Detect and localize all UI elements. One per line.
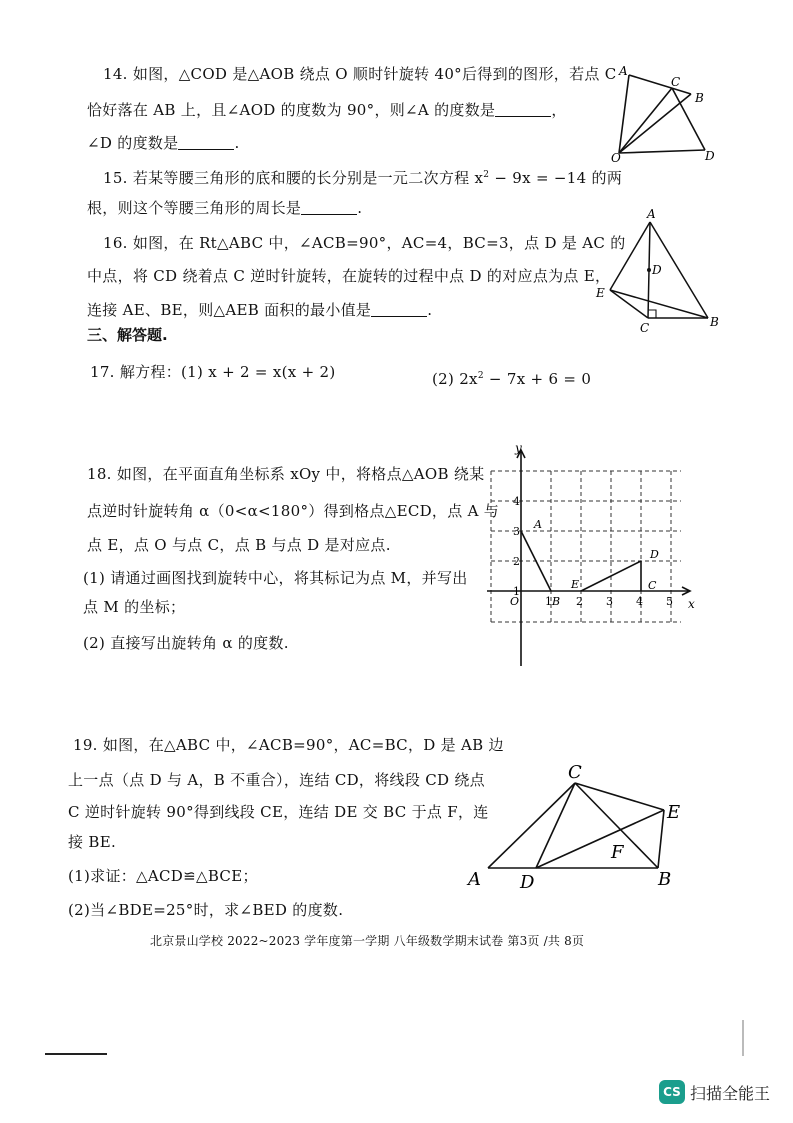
q19-label-a: A bbox=[468, 869, 481, 890]
camscanner-watermark-text: 扫描全能王 bbox=[690, 1083, 771, 1103]
q14-label-b: B bbox=[695, 91, 704, 105]
q18-axis-y-label: y bbox=[515, 441, 522, 455]
q18-grid-lines bbox=[491, 471, 681, 622]
q14-label-d: D bbox=[705, 149, 715, 163]
q18-x-tick-3: 3 bbox=[606, 595, 613, 608]
q18-label-b: B bbox=[552, 595, 561, 608]
q18-line5: 点 M 的坐标； bbox=[83, 598, 186, 616]
q14-answer-blank-a bbox=[495, 102, 551, 117]
q16-answer-blank bbox=[371, 302, 427, 317]
q18-origin-label: O bbox=[510, 595, 520, 608]
q18-label-d: D bbox=[650, 548, 659, 561]
q17-part2-post: − 7x + 6 = 0 bbox=[483, 370, 592, 388]
q18-line6: (2) 直接写出旋转角 α 的度数. bbox=[83, 634, 289, 652]
q16-point-d bbox=[647, 268, 651, 272]
q18-y-tick-3: 3 bbox=[513, 525, 520, 538]
q19-label-c: C bbox=[568, 762, 582, 783]
q14-label-c: C bbox=[671, 75, 681, 89]
q18-x-tick-5: 5 bbox=[666, 595, 673, 608]
q15-line1-post: − 9x = −14 的两 bbox=[489, 169, 623, 187]
q16-label-a: A bbox=[647, 207, 656, 221]
q18-line1: 18. 如图，在平面直角坐标系 xOy 中，将格点△AOB 绕某 bbox=[87, 465, 485, 483]
q15-line1-pre: 15. 若某等腰三角形的底和腰的长分别是一元二次方程 x bbox=[103, 169, 484, 187]
q19-figure bbox=[460, 758, 690, 898]
q14-line3-text: ∠D 的度数是 bbox=[87, 134, 179, 152]
scan-edge-line bbox=[742, 1020, 744, 1056]
q18-triangles bbox=[521, 531, 641, 591]
q14-line2-end: ， bbox=[551, 101, 567, 119]
q18-y-tick-4: 4 bbox=[513, 495, 520, 508]
q18-line4: (1) 请通过画图找到旋转中心，将其标记为点 M，并写出 bbox=[83, 569, 468, 587]
q19-label-e: E bbox=[667, 802, 681, 823]
q18-label-a: A bbox=[534, 518, 542, 531]
q15-line1-sup: 2 bbox=[483, 170, 490, 180]
q19-line3: C 逆时针旋转 90°得到线段 CE，连结 DE 交 BC 于点 F，连 bbox=[68, 803, 489, 821]
q14-line1: 14. 如图，△COD 是△AOB 绕点 O 顺时针旋转 40°后得到的图形，若点 C bbox=[103, 65, 617, 83]
q16-label-e: E bbox=[596, 286, 605, 300]
q18-y-tick-2: 2 bbox=[513, 555, 520, 568]
q14-line3-end: . bbox=[234, 134, 240, 152]
q18-x-tick-1: 1 bbox=[545, 595, 552, 608]
section-heading: 三、解答题. bbox=[87, 326, 168, 344]
q14-figure bbox=[605, 60, 735, 170]
q17-part2-pre: (2) 2x bbox=[432, 370, 478, 388]
camscanner-logo-icon: CS bbox=[659, 1080, 685, 1104]
page-footer: 北京景山学校 2022~2023 学年度第一学期 八年级数学期末试卷 第3页 /共 8页 bbox=[150, 934, 585, 948]
q14-line2 bbox=[87, 100, 567, 120]
q18-coordinate-grid bbox=[485, 438, 700, 670]
q16-label-b: B bbox=[710, 315, 719, 329]
q14-label-o: O bbox=[611, 151, 621, 165]
q18-axis-x-label: x bbox=[688, 597, 695, 611]
q19-line5: (1)求证：△ACD≌△BCE； bbox=[68, 867, 258, 885]
q15-line2-end: . bbox=[357, 199, 363, 217]
camscanner-watermark bbox=[659, 1080, 770, 1104]
q18-x-tick-4: 4 bbox=[636, 595, 643, 608]
q14-answer-blank-d bbox=[178, 135, 234, 150]
q19-label-f: F bbox=[611, 842, 624, 863]
q16-figure bbox=[590, 200, 730, 340]
q14-line2-text: 恰好落在 AB 上，且∠AOD 的度数为 90°，则∠A 的度数是 bbox=[87, 101, 496, 119]
q18-line2: 点逆时针旋转角 α（0<α<180°）得到格点△ECD，点 A 与 bbox=[87, 502, 500, 520]
q16-line3-end: . bbox=[427, 301, 433, 319]
q14-label-a: A bbox=[619, 64, 628, 78]
q19-label-b: B bbox=[658, 869, 672, 890]
q19-line2: 上一点（点 D 与 A，B 不重合），连结 CD，将线段 CD 绕点 bbox=[68, 771, 485, 789]
q19-line4: 接 BE. bbox=[68, 833, 117, 851]
scan-edge-mark bbox=[45, 1053, 107, 1055]
q16-line3-text: 连接 AE、BE，则△AEB 面积的最小值是 bbox=[87, 301, 372, 319]
q16-line2: 中点，将 CD 绕着点 C 逆时针旋转，在旋转的过程中点 D 的对应点为点 E， bbox=[87, 267, 611, 285]
q18-y-tick-1: 1 bbox=[513, 585, 520, 598]
q14-line3 bbox=[87, 133, 240, 153]
q19-line6: (2)当∠BDE=25°时，求∠BED 的度数. bbox=[68, 901, 344, 919]
q15-line2-text: 根，则这个等腰三角形的周长是 bbox=[87, 199, 302, 217]
q18-label-c: C bbox=[648, 579, 657, 592]
q17-part1: 17. 解方程：(1) x + 2 = x(x + 2) bbox=[90, 363, 336, 381]
q18-label-e: E bbox=[571, 578, 580, 591]
q17-part2-sup: 2 bbox=[477, 371, 484, 381]
q16-label-c: C bbox=[640, 321, 650, 335]
q19-label-d: D bbox=[520, 872, 535, 893]
q19-line1: 19. 如图，在△ABC 中，∠ACB=90°，AC=BC，D 是 AB 边 bbox=[73, 736, 504, 754]
q18-line3: 点 E，点 O 与点 C，点 B 与点 D 是对应点. bbox=[87, 536, 391, 554]
q15-line2 bbox=[87, 198, 362, 218]
q16-label-d: D bbox=[652, 263, 662, 277]
q15-answer-blank bbox=[301, 200, 357, 215]
q17-part2 bbox=[432, 366, 591, 389]
q16-line1: 16. 如图，在 Rt△ABC 中，∠ACB=90°，AC=4，BC=3，点 D 是 AC 的 bbox=[103, 234, 626, 252]
q16-line3 bbox=[87, 300, 432, 320]
q15-line1 bbox=[103, 165, 622, 188]
q18-x-tick-2: 2 bbox=[576, 595, 583, 608]
